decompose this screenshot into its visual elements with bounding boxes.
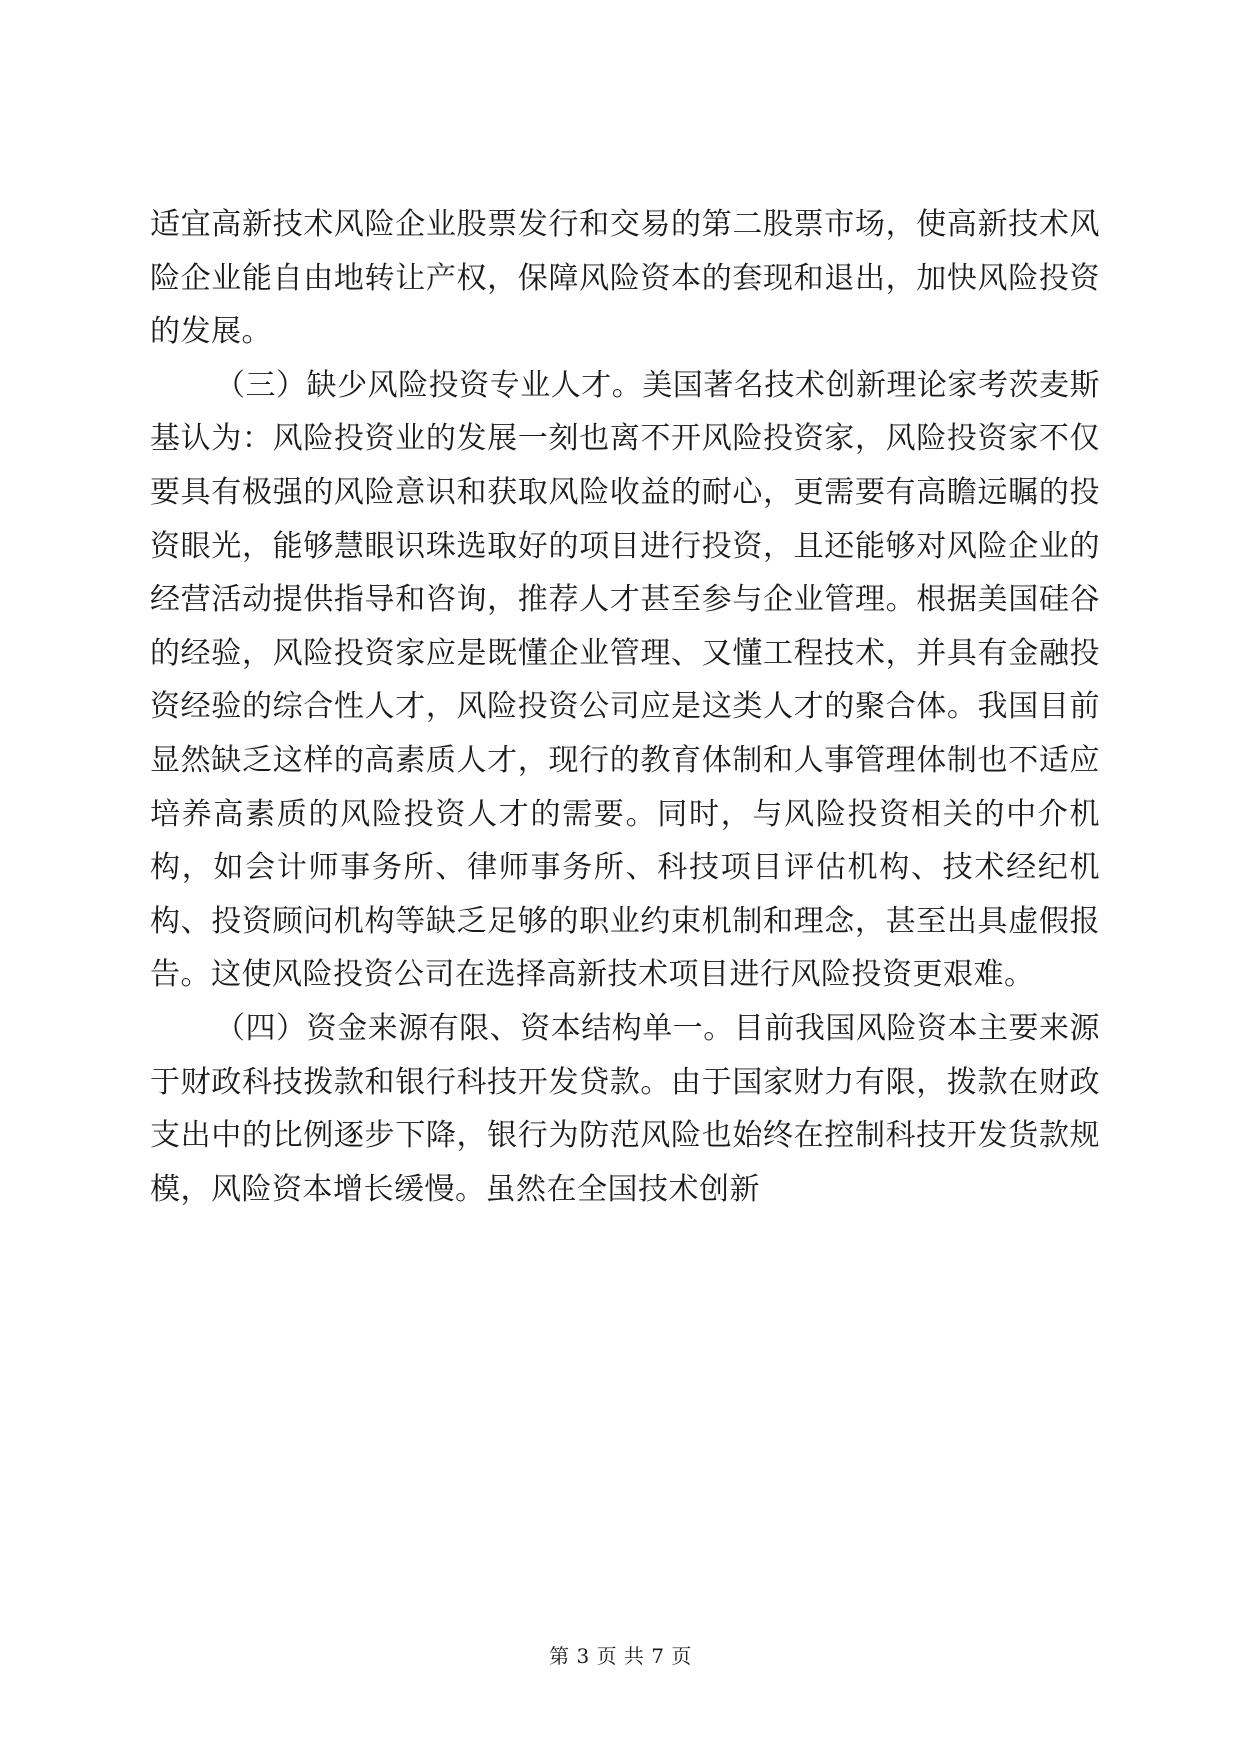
paragraph-talent-shortage: （三）缺少风险投资专业人才。美国著名技术创新理论家考茨麦斯基认为：风险投资业的发展一刻也离不开风险投资家，风险投资家不仅要具有极强的风险意识和获取风险收益的耐心，更需要有高瞻远瞩的投资眼光，能够慧眼识珠选取好的项目进行投资，且还能够对风险企业的经营活动提供指导和咨询，推荐人才甚至参与企业管理。根据美国硅谷的经验，风险投资家应是既懂企业管理、又懂工程技术，并具有金融投资经验的综合性人才，风险投资公司应是这类人才的聚合体。我国目前显然缺乏这样的高素质人才，现行的教育体制和人事管理体制也不适应培养高素质的风险投资人才的需要。同时，与风险投资相关的中介机构，如会计师事务所、律师事务所、科技项目评估机构、技术经纪机构、投资顾问机构等缺乏足够的职业约束机制和理念，甚至出具虚假报告。这使风险投资公司在选择高新技术项目进行风险投资更艰难。 [150,367,1100,993]
paragraph-continuation: 适宜高新技术风险企业股票发行和交易的第二股票市场，使高新技术风险企业能自由地转让产权，保障风险资本的套现和退出，加快风险投资的发展。 [150,207,1100,350]
page-footer [0,1640,1241,1669]
page-number: 第 3 页 共 7 页 [549,1644,692,1668]
body-text [150,198,1100,1216]
paragraph-funding-sources: （四）资金来源有限、资本结构单一。目前我国风险资本主要来源于财政科技拨款和银行科技开发贷款。由于国家财力有限，拨款在财政支出中的比例逐步下降，银行为防范风险也始终在控制科技开发货款规模，风险资本增长缓慢。虽然在全国技术创新 [150,1010,1100,1207]
